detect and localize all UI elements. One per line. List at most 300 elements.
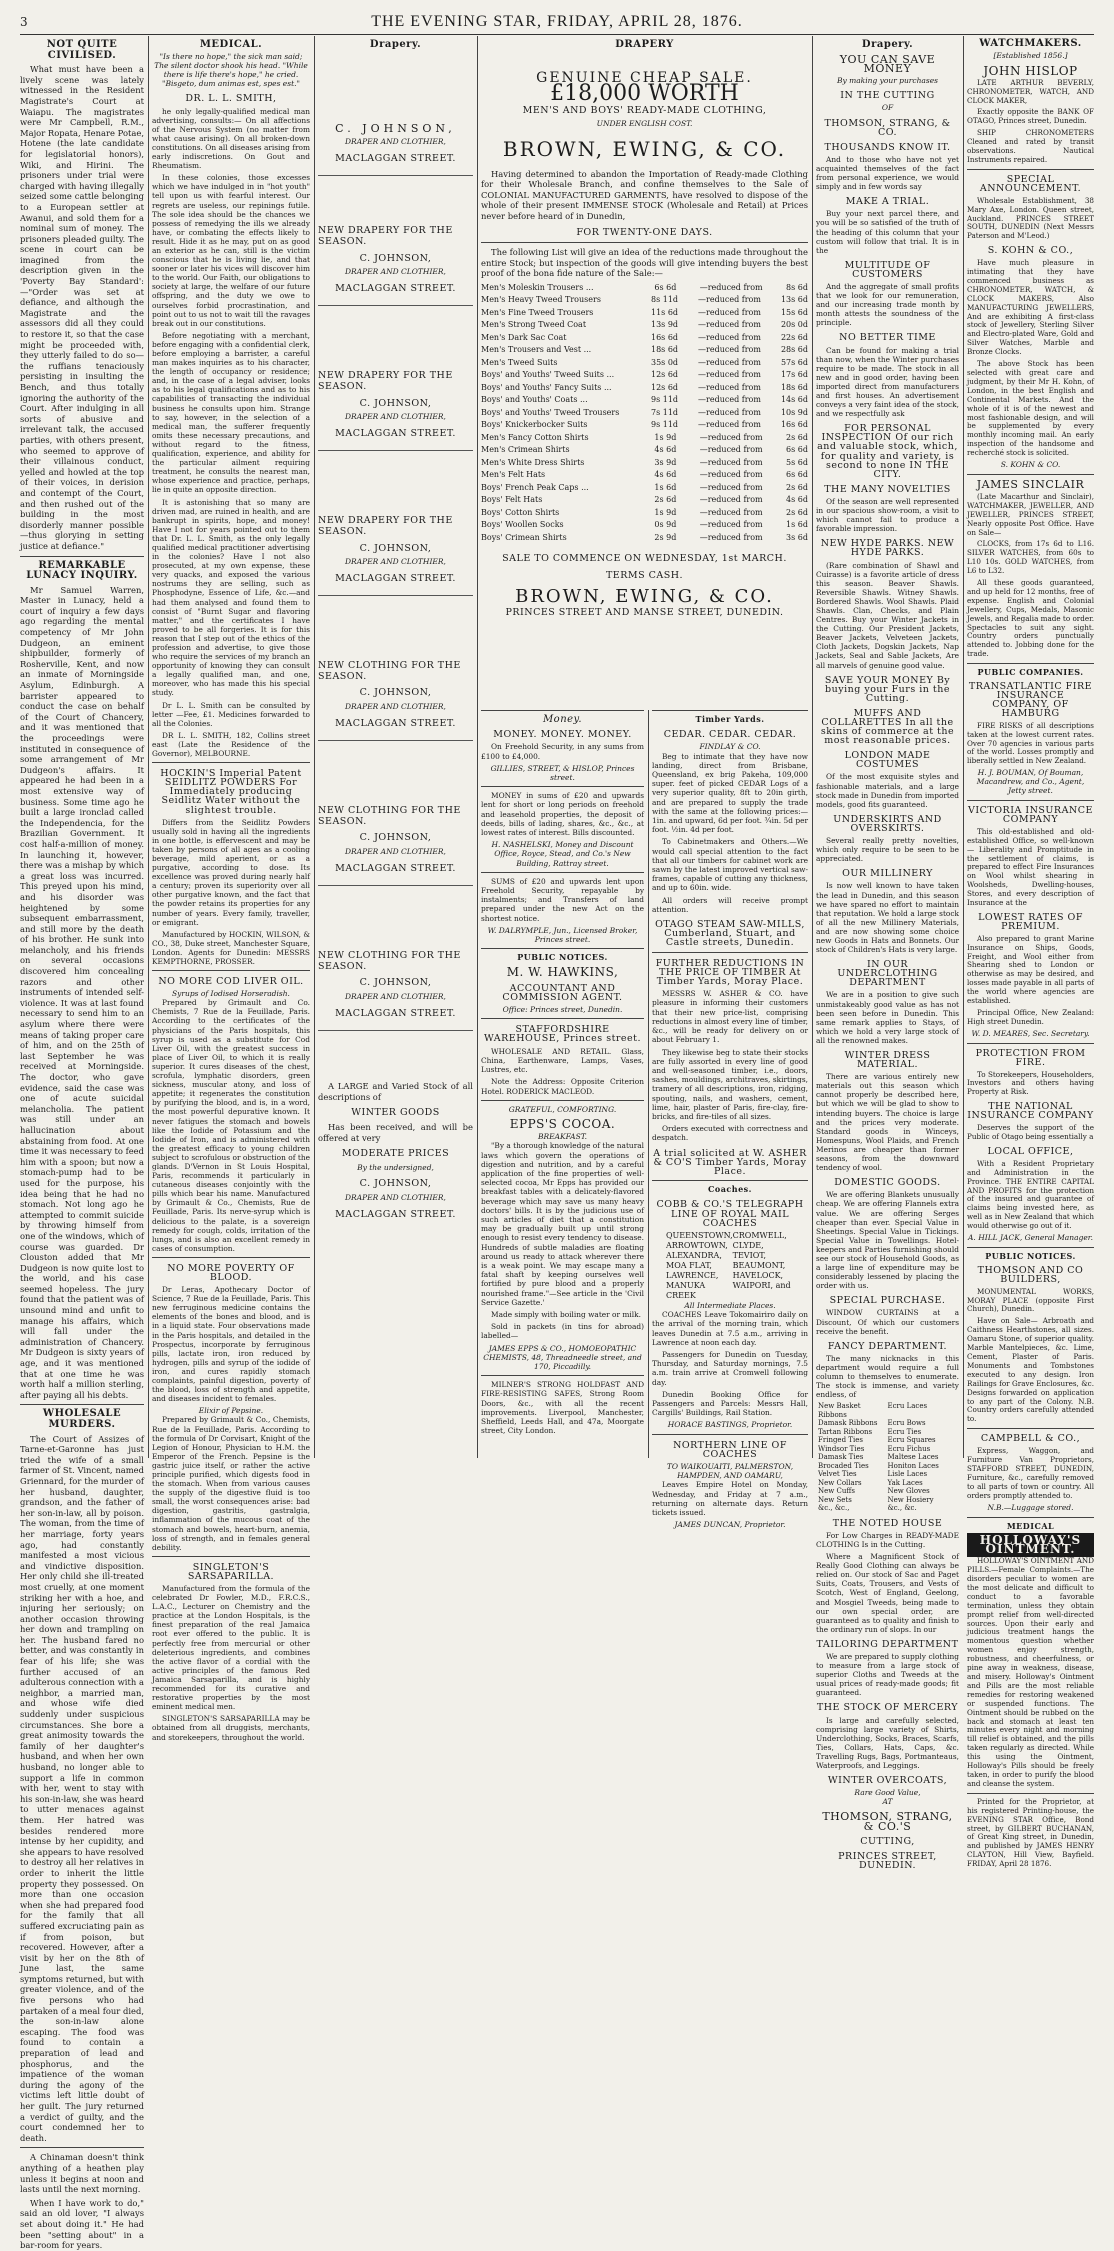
item-name: Men's Moleskin Trousers ... <box>481 282 594 292</box>
ad-text: HORACE BASTINGS, Proprietor. <box>667 1420 793 1430</box>
item-name: Boys' Woollen Socks <box>481 520 564 530</box>
town-name: WAIPORI, and <box>732 1280 791 1290</box>
item-name: Boys' and Youths' Tweed Suits ... <box>481 370 615 380</box>
ad-text: Where a Magnificent Stock of Really Good Clothing can always be relied on. Our stock of Sac and Paget Suits, Coats, Trousers, and Vests of Scotch, West of England, Geelong, and Mosgiel Tweeds, being made to our own special order, are guaranteed as to quality and finish to the ordinary run of slops. In our <box>816 1552 959 1634</box>
divider <box>967 1043 1094 1044</box>
divider <box>967 1247 1094 1248</box>
item-reduced: —reduced from <box>698 295 761 305</box>
ad-text: To Storekeepers, Householders, Investors and others having Property at Risk. <box>967 1069 1094 1097</box>
firm-address: PRINCES STREET AND MANSE STREET, DUNEDIN. <box>505 607 784 619</box>
ad-text: Prepared by Grimault & Co., Chemists, Rue de la Feuillade, Paris. According to the formula of Dr Corvisart, Knight of the Legion of Honour, Physician to H.M. the Emperor of the French. Pepsine is the gastric juice itself, or rather the active principle purified, which digests food in the stomach. When from various causes the supply of the digestive fluid is too small, the worst consequences arise: bad digestion, gastritis, gastralgia, inflammation of the mucous coat of the stomach and bowels, heart-burn, anemia, loss of strength, and in females general debility. <box>152 1415 310 1552</box>
ad-text: With a Resident Proprietary and Administration in the Province. THE ENTIRE CAPITAL AND PROFITS for the protection of the insured and guarantee of claims being invested here, as well as in New Zealand that which would otherwise go out of it. <box>967 1158 1094 1231</box>
price-row <box>481 294 808 307</box>
ad-title: A trial solicited at W. ASHER & CO'S Timber Yards, Moray Place. <box>653 1147 807 1177</box>
ad-title: THE NATIONAL INSURANCE COMPANY <box>967 1101 1094 1122</box>
item-reduced: —reduced from <box>698 307 761 317</box>
item-was: 16s 6d <box>651 332 679 342</box>
advertiser-name: C. JOHNSON, <box>359 542 432 554</box>
town-name: MANUKA CREEK <box>666 1280 706 1300</box>
item-was: 6s 6d <box>654 282 677 292</box>
item-reduced: —reduced from <box>699 532 763 542</box>
item-now: 8s 6d <box>786 282 808 292</box>
article-text: Mr Samuel Warren, Master in Lunacy, held a court of inquiry a few days ago regarding the mental competency of Mr John Dudgeon, an eminent shipbuilder, formerly of Rosherville, Kent, and now an inmate of Morningside Asylum, Edinburgh. A barrister appeared to conduct the case on behalf of the Court of Chancery, and it was mentioned that the proceedings were instituted in consequence of some arrangement of Mr Dudgeon's affairs. It appeared he had been in a most extensive way of business. Some time ago he built a large ironclad called the Independencia, for the Brazilian Government. It cost half-a-million of money. In launching it, however, there was a mishap by which a great loss was incurred. This preyed upon his mind, and his disorder was heightened by some subsequent embarrassment, and still more by the death of his brother. He sunk into melancholy, and his friends on several occasions discovered him concealing razors and other instruments of intended self-violence. It was at last found necessary to send him to an asylum where there were means of taking proper care of him, and on the 25th of last September he was received at Morningside. The doctor, who gave evidence, said the case was one of acute suicidal melancholia. The patient was still under an hallucination about abstaining from food. At one time it was necessary to feed him with a spoon; but now a stomach-pump had to be used for the purpose, his idea being that he had no stomach. Not long ago he attempted to commit suicide by throwing himself from one of the windows, which of course was guarded. Dr Clouston added that Mr Dudgeon is now quite lost to the world, and his case seemed hopeless. The jury found that the patient was of unsound mind and unfit to manage his affairs, which will fall under the administration of Chancery. Mr Dudgeon is sixty years of age, and it was mentioned that at one time he was worth half a million sterling, after paying all his debts. <box>20 584 144 1400</box>
item-reduced: —reduced from <box>699 495 763 505</box>
column-rule <box>477 36 478 1458</box>
ad-title: CEDAR. CEDAR. CEDAR. <box>663 729 797 741</box>
section-header: PUBLIC NOTICES. <box>985 1250 1076 1261</box>
ad-text: IN THE CUTTING <box>840 90 935 102</box>
ad-text: Have on Sale— Arbroath and Caithness Hearthstones, all sizes. Oamaru Stone, of superior quality. Marble Mantelpieces, &c. Lime, Cement, Plaster of Paris. Monuments and Tombstones executed to any design. Iron Railings for Grave Enclosures, &c. Designs forwarded on application to any part of the Colony. N.B. Country orders carefully attended to. <box>967 1316 1094 1424</box>
ad-text: (Rare combination of Shawl and Cuirasse) is a favorite article of dress this season. Beaver Shawls. Reversible Shawls. Witney Shawls. Bordered Shawls. Wool Shawls. Plaid Shawls. Clan, Checks, and Plain Centres. Buy your Winter Jackets in the Cutting. Our President Jackets, Beaver Jackets, Velveteen Jackets, Cloth Jackets, Dogskin Jackets, Nap Jackets, Seal and Sable Jackets, Are all marvels of genuine good value. <box>816 560 959 670</box>
ad-title: FOR PERSONAL INSPECTION Of our rich and valuable stock, which, for quality and variety, is second to none IN THE CITY. <box>817 423 958 480</box>
ad-subtitle: ACCOUNTANT AND COMMISSION AGENT. <box>502 982 623 1003</box>
item-now: 4s 6d <box>786 495 808 505</box>
ad-text: W. DALRYMPLE, Jun., Licensed Broker, Princes street. <box>487 925 638 945</box>
article-text: A Chinaman doesn't think anything of a heathen play unless it begins at noon and lasts until the next morning. <box>20 2152 144 2195</box>
divider <box>152 1556 310 1557</box>
fancy-item: &c., &c. <box>887 1504 917 1513</box>
ad-text: The above Stock has been selected with great care and judgment, by their Mr H. Kohn, of London, in the best English and Continental Markets. And the whole of it is of the newest and most fashionable design, and will be supplemented by every monthly incoming mail. An early inspection of the handsome and recherché stock is solicited. <box>967 359 1094 458</box>
item-name: Boys' and Youths' Coats ... <box>481 395 588 405</box>
ad-text: Office: Princes street, Dunedin. <box>502 1005 623 1015</box>
news-column <box>20 36 144 2251</box>
ad-text: Dr Leras, Apothecary Doctor of Science, 7 Rue de la Feuillade, Paris. This new ferruginous medicine contains the elements of the bones and blood, and is in a liquid state. Four observations made in the Paris hospitals, and detailed in the Prospectus, incorporate by ferruginous pills, lactate iron, iron reduced by hydrogen, pills and syrup of the iodide of iron, and cures rapidly stomach complaints, painful digestion, poverty of the blood, loss of strength and appetite, and diseases incident to females. <box>152 1285 310 1404</box>
item-reduced: —reduced from <box>699 470 763 480</box>
column-rule <box>648 710 649 1458</box>
divider <box>967 169 1094 170</box>
ad-text: COACHES Leave Tokomairiro daily on the arrival of the morning train, which leaves Dunedin at 7.5 a.m., arriving in Lawrence at noon each day. <box>652 1310 808 1347</box>
ad-title: THOUSANDS KNOW IT. <box>824 141 951 153</box>
newspaper-title: THE EVENING STAR, FRIDAY, APRIL 28, 1876. <box>371 13 743 30</box>
fancy-item: &c., &c., <box>818 1504 850 1513</box>
ad-text: Wholesale Establishment, 38 Mary Axe, London. Queen street, Auckland. PRINCES STREET SOUTH, DUNEDIN (Next Messrs Paterson and M'Leod.) <box>967 195 1094 241</box>
ad-title: TAILORING DEPARTMENT <box>816 1638 959 1650</box>
item-now: 13s 6d <box>780 295 808 305</box>
section-header: PUBLIC COMPANIES. <box>977 667 1084 678</box>
advertiser-name: C. JOHNSON, <box>335 121 456 135</box>
item-name: Men's Dark Sac Coat <box>481 332 567 342</box>
ad-text: And to those who have not yet acquainted themselves of the fact from personal experience, we would simply and in few words say <box>816 154 959 192</box>
ad-title: LOWEST RATES OF PREMIUM. <box>978 911 1083 932</box>
advertiser-street: MACLAGGAN STREET. <box>335 427 456 439</box>
item-name: Boys' and Youths' Tweed Trousers <box>481 407 620 417</box>
verse: "Is there no hope," the sick man said; The silent doctor shook his head. "While there is life there's hope," he cried. "Bisgeto, dum animas est, spes est." <box>154 52 308 89</box>
ad-title: UNDERSKIRTS AND OVERSKIRTS. <box>833 813 942 834</box>
town-name: BEAUMONT, <box>732 1260 786 1270</box>
item-reduced: —reduced from <box>698 382 761 392</box>
column-rule <box>148 36 149 1458</box>
ad-text: Deserves the support of the Public of Otago being essentially a <box>967 1123 1094 1141</box>
fancy-item: New Cuffs <box>818 1487 855 1496</box>
ad-title: MONEY. MONEY. MONEY. <box>493 729 632 741</box>
item-was: 11s 6d <box>651 307 679 317</box>
ad-title: NEW CLOTHING FOR THE SEASON. <box>318 805 461 827</box>
divider <box>652 710 808 711</box>
medical-column <box>152 36 310 1742</box>
ad-text: There are various entirely new materials out this season which cannot properly be described here, but which we will be glad to show to intending buyers. The choice is large and the prices very moderate. Standard goods in Winceys, Homespuns, Wool Plaids, and French Merinos are cheaper than former seasons, from the downward tendency of wool. <box>816 1072 959 1173</box>
firm-name: BROWN, EWING, & CO. <box>515 585 774 607</box>
fancy-item: Lisle Laces <box>887 1470 928 1479</box>
ad-text: Of the most exquisite styles and fashionable materials, and a large stock made in Dunedin from imported models, good fits guaranteed. <box>816 772 959 809</box>
fancy-item: Maltese Laces <box>887 1453 939 1462</box>
section-header: PUBLIC NOTICES. <box>517 952 608 963</box>
item-reduced: —reduced from <box>699 445 763 455</box>
section-header: MEDICAL. <box>199 39 263 50</box>
item-name: Boys' Crimean Shirts <box>481 532 567 542</box>
ad-title: THOMSON AND CO BUILDERS, <box>977 1264 1084 1285</box>
divider <box>481 786 644 787</box>
advertiser-street: MACLAGGAN STREET. <box>335 1007 456 1019</box>
town-name: TEVIOT, <box>732 1250 766 1260</box>
item-was: 3s 9d <box>654 457 677 467</box>
ad-text: Buy your next parcel there, and you will be so satisfied of the truth of the heading of this column that your custom will follow that trial. It is in the <box>816 209 959 255</box>
column-rule <box>314 36 315 1458</box>
item-now: 18s 6d <box>780 382 808 392</box>
item-now: 2s 6d <box>786 482 808 492</box>
item-now: 6s 6d <box>786 445 808 455</box>
section-header: Coaches. <box>708 1184 752 1195</box>
ad-text: SALE TO COMMENCE ON WEDNESDAY, 1st MARCH. <box>502 553 787 565</box>
section-header: Drapery. <box>369 39 422 50</box>
item-now: 5s 6d <box>786 457 808 467</box>
ad-title: MULTITUDE OF CUSTOMERS <box>844 259 931 280</box>
fancy-item: New Basket Ribbons <box>818 1402 861 1419</box>
ad-text: Has been received, and will be offered at very <box>318 1121 473 1143</box>
ad-text: Exactly opposite the BANK OF OTAGO, Princes street, Dunedin. <box>967 107 1094 126</box>
ad-text: "By a thorough knowledge of the natural laws which govern the operations of digestion and nutrition, and by a careful application of the fine properties of well-selected cocoa, Mr Epps has provided our breakfast tables with a delicately-flavored beverage which may save us many heavy doctors' bills. It is by the judicious use of such articles of diet that a constitution may be gradually built up until strong enough to resist every tendency to disease. Hundreds of subtle maladies are floating around us ready to attack wherever there is a weak point. We may escape many a fatal shaft by keeping ourselves well fortified by pure blood and a properly nourished frame."—See article in the 'Civil Service Gazette.' <box>481 1141 644 1307</box>
item-was: 2s 9d <box>654 532 677 542</box>
town-name: CROMWELL, <box>732 1230 787 1240</box>
ad-title: MUFFS AND COLLARETTES In all the skins of commerce at the most reasonable prices. <box>820 707 955 747</box>
ad-title: MODERATE PRICES <box>341 1148 450 1160</box>
ad-title: NEW DRAPERY FOR THE SEASON. <box>318 515 453 537</box>
ad-text: On Freehold Security, in any sums from £100 to £4,000. <box>481 742 644 761</box>
firm-name: THOMSON, STRANG, & CO.'S <box>822 1810 953 1833</box>
item-was: 1s 9d <box>654 507 677 517</box>
item-now: 3s 6d <box>786 532 808 542</box>
ad-text: All Intermediate Places. <box>684 1300 776 1310</box>
ad-text: Passengers for Dunedin on Tuesday, Thursday, and Saturday mornings, 7.5 a.m. train arrive at Cromwell following day. <box>652 1349 808 1387</box>
ad-title: IN OUR UNDERCLOTHING DEPARTMENT <box>837 959 938 989</box>
advertiser-name: C. JOHNSON, <box>359 832 432 844</box>
item-was: 12s 6d <box>651 382 679 392</box>
imprint: Printed for the Proprietor, at his registered Printing-house, the EVENING STAR Office, Bond street, by GILBERT BUCHANAN, of Great King street, in Dunedin, and published by JAMES HENRY CLAYTON, Hill View, Bayfield. FRIDAY, April 28 1876. <box>967 1796 1094 1869</box>
divider <box>967 1793 1094 1794</box>
ad-text: Prepared by Grimault and Co. Chemists, 7 Rue de la Feuillade, Paris. According to the certificates of the physicians of the Paris hospitals, this syrup is used as a substitute for Cod Liver Oil, with the greatest success in place of Liver Oil, to which it is really superior. It cures diseases of the chest, scrofula, lymphatic disorders, green sickness, muscular atony, and loss of appetite; it regenerates the constitution by purifying the blood, and is, in a word, the most powerful depurative known. It never fatigues the stomach and bowels like the Iodide of Potassium and the Iodide of Iron, and is administered with the greatest efficacy to young children subject to scrofulous or obstruction of the glands. D'Vernon in St Louis Hospital, Paris, recommends it particularly in cutaneous diseases conjointly with the pills which bear his name. Manufactured by Grimault & Co., Chemists, Rue de Feuillade, Paris. Its nerve-syrup which is delicious to the palate, is a sovereign remedy for cough, colds, irritation of the lungs, and is also an excellent remedy in cases of consumption. <box>152 998 310 1253</box>
ad-text: DR L. L. SMITH, 182, Collins street east (Late the Residence of the Governor), MELBOURNE. <box>152 730 310 759</box>
ad-text: MILNER'S STRONG HOLDFAST AND FIRE-RESISTING SAFES, Strong Room Doors, &c., with all the recent improvements. Liverpool, Manchester, Sheffield, Leeds Hall, and 47a, Moorgate street, City London. <box>481 1380 644 1436</box>
price-row <box>481 482 808 495</box>
ad-text: SUMS of £20 and upwards lent upon Freehold Security, repayable by instalments; and Transfers of land prepared under the new Act on the shortest notice. <box>481 876 644 923</box>
item-name: Men's Strong Tweed Coat <box>481 320 587 330</box>
price-row <box>481 394 808 407</box>
ad-text: GILLIES, STREET, & HISLOP, Princes street. <box>490 763 635 783</box>
ad-text: MESSRS W. ASHER & CO. have pleasure in informing their customers that their new price-list, comprising reductions in almost every line of timber, &c., will be ready for delivery on or about February 1. <box>652 989 808 1045</box>
town-name: HAVELOCK, <box>732 1270 784 1280</box>
ad-title: OUR MILLINERY <box>842 868 933 880</box>
article-title: NOT QUITE CIVILISED. <box>46 39 118 61</box>
town-name: LAWRENCE, <box>666 1270 719 1280</box>
ad-title: TRANSATLANTIC FIRE INSURANCE COMPANY, OF HAMBURG <box>968 681 1093 719</box>
item-now: 2s 6d <box>786 507 808 517</box>
ad-title: SPECIAL PURCHASE. <box>829 1295 946 1307</box>
ad-text: WINDOW CURTAINS at a Discount, Of which our customers receive the benefit. <box>816 1308 959 1336</box>
ad-text: CLOCKS, from 17s 6d to L16. SILVER WATCHES, from 60s to L10 10s. GOLD WATCHES, from L6 to L32. <box>967 539 1094 576</box>
ad-text: FOR TWENTY-ONE DAYS. <box>576 226 713 238</box>
ad-text: MONEY in sums of £20 and upwards lent for short or long periods on freehold and leasehold properties, the deposit of deeds, bills of lading, shares, &c., &c., at lowest rates of interest. Bills discounted. <box>481 791 644 838</box>
item-reduced: —reduced from <box>698 357 761 367</box>
item-name: Boys' Knickerbocker Suits <box>481 420 588 430</box>
ad-title: LONDON MADE COSTUMES <box>844 750 931 771</box>
advertisement <box>318 361 473 451</box>
drapery-wide-column <box>481 36 808 708</box>
item-now: 22s 6d <box>780 332 808 342</box>
ad-text: MONUMENTAL WORKS, MORAY PLACE (opposite First Church), Dunedin. <box>967 1286 1094 1314</box>
watchmakers-column <box>967 36 1094 1869</box>
ad-text: Manufactured by HOCKIN, WILSON, & CO., 38, Duke street, Manchester Square, London. Agents for Dunedin: MESSRS KEMPTHORNE, PROSSER. <box>152 929 310 966</box>
ad-text: AT <box>882 1797 893 1807</box>
ad-text: The many nicknacks in this department would require a full column to themselves to enumerate. The stock is immense, and variety endless, of <box>816 1353 959 1400</box>
price-row <box>481 532 808 545</box>
ad-title: M. W. HAWKINS, <box>506 965 619 980</box>
article-title: WHOLESALE MURDERS. <box>42 1408 122 1430</box>
advertiser-name: DR. L. L. SMITH, <box>185 93 277 105</box>
town-name: ALEXANDRA, <box>666 1250 722 1260</box>
advertisement <box>318 506 473 596</box>
advertisement <box>318 796 473 886</box>
divider <box>152 1257 310 1258</box>
item-name: Boys' and Youths' Fancy Suits ... <box>481 382 612 392</box>
ad-text: TO WAIKOUAITI, PALMERSTON, HAMPDEN, AND OAMARU, <box>666 1462 794 1481</box>
price-row <box>481 507 808 520</box>
ad-text: HOLLOWAY'S OINTMENT AND PILLS.—Female Complaints.—The disorders peculiar to women are the most delicate and difficult to conduct to a favorable termination, unless they obtain prompt relief from well-directed sources. Upon their early and judicious treatment hangs the momentous question whether women enjoy strength, robustness, and cheerfulness, or pine away in weakness, disease, and misery. Holloway's Ointment and Pills are the most reliable remedies for restoring weakened or suspended functions. The Ointment should be rubbed on the back and stomach at least ten minutes every night and morning till relief is obtained, and the pills taken regularly as directed. While this using the Ointment, Holloway's Pills should be freely taken, in order to purify the blood and cleanse the system. <box>967 1556 1094 1788</box>
item-name: Men's Trousers and Vest ... <box>481 345 592 355</box>
advertiser-street: MACLAGGAN STREET. <box>335 1208 456 1220</box>
advertiser-street: MACLAGGAN STREET. <box>335 717 456 729</box>
item-now: 6s 6d <box>786 470 808 480</box>
item-reduced: —reduced from <box>698 420 761 430</box>
item-name: Boys' French Peak Caps ... <box>481 482 589 492</box>
divider <box>481 1100 644 1101</box>
advertiser-trade: DRAPER AND CLOTHIER, <box>345 137 446 147</box>
town-name: CLYDE, <box>732 1240 764 1250</box>
ad-text: A. HILL JACK, General Manager. <box>968 1233 1093 1243</box>
price-row <box>481 519 808 532</box>
ad-title: NORTHERN LINE OF COACHES <box>673 1439 787 1460</box>
ad-title: HOLLOWAY'S OINTMENT. <box>967 1533 1094 1557</box>
ad-subtitle: Syrups of Iodised Horseradish. <box>172 989 290 999</box>
item-reduced: —reduced from <box>699 520 763 530</box>
price-row <box>481 444 808 457</box>
ad-subtitle: Elixir of Pepsine. <box>198 1406 264 1416</box>
town-name: ARROWTOWN, <box>666 1240 728 1250</box>
ad-text: Before negotiating with a merchant, before engaging with a confidential clerk, before employing a barrister, a careful man makes inquiries as to his character, the length of occupancy or residence; and, in the case of a legal adviser, looks as to his legal qualifications and as to his capabilities of transacting the individual business he consults upon him. Strange to say, however, in the selection of a medical man, the sufferer frequently omits these necessary precautions, and without regard to the fitness, qualification, experience, and ability for the particular ailment requiring treatment, he consults the nearest man, whose experience and practice, perhaps, lie in quite an opposite direction. <box>152 330 310 495</box>
ad-text: Principal Office, New Zealand: High street Dunedin. <box>967 1008 1094 1026</box>
advertiser-trade: DRAPER AND CLOTHIER, <box>345 557 446 567</box>
ad-text: JAMES DUNCAN, Proprietor. <box>674 1520 786 1530</box>
item-name: Men's Fine Tweed Trousers <box>481 307 594 317</box>
ad-text: he only legally-qualified medical man advertising, consults:— On all affections of the Nervous System (no matter from what cause arising). On all broken-down constitutions. On all diseases arising from early indiscretions. On Gout and Rheumatism. <box>152 106 310 171</box>
article-title: REMARKABLE LUNACY INQUIRY. <box>26 559 138 582</box>
divider <box>967 1517 1094 1518</box>
article-text: What must have been a lively scene was lately witnessed in the Resident Magistrate's Court at Waiapu. The magistrates were Mr Campbell, R.M., Major Ropata, Henare Potae, Hotene (the late candidate for legislatorial honors), Wiki, and Hirini. The prisoners under trial were charged with having illegally seized some cattle belonging to a European settler at Awanui, and sold them for a nominal sum of money. The prisoners pleaded guilty. The scene in court can be imagined from the description given in the 'Poverty Bay Standard':—"Order was set at defiance, and although the Magistrate and the assessors did all they could to restore it, so that the case might be proceeded with, they utterly failed to do so—the ruffians tenaciously persisting in insulting the Bench, and thus totally ignoring the authority of the Court. After indulging in all sorts of abusive and irrelevant talk, the accused parties, with others present, who seemed to approve of their villainous conduct, yelled and howled at the top of their voices, in derision and contempt of the Court, and then rushed out of the building in the most disorderly manner possible—thus glorying in setting justice at defiance." <box>20 64 144 551</box>
ad-title: WINTER DRESS MATERIAL. <box>844 1050 931 1071</box>
ad-text: All these goods guaranteed, and up held for 12 months, free of expense. English and Colonial Jewellery, Cups, Medals, Masonic Jewels, and Regalia made to order. Spectacles to suit any sight. Country orders punctually attended to. Jobbing done for the trade. <box>967 578 1094 659</box>
ad-title: THE MANY NOVELTIES <box>824 483 951 495</box>
item-reduced: —reduced from <box>699 507 763 517</box>
fancy-item: New Collars <box>818 1478 862 1487</box>
ad-title: LOCAL OFFICE, <box>987 1145 1074 1157</box>
ad-text: H. NASHELSKI, Money and Discount Office, Royce, Stead, and Co.'s New Building, Rattray street. <box>491 840 634 868</box>
ad-text: Is large and carefully selected, comprising large variety of Shirts, Underclothing, Socks, Braces, Scarfs, Ties, Collars, Hats, Caps, &c. Travelling Rugs, Bags, Portmanteaus, Waterproofs, and Leggings. <box>816 1715 959 1771</box>
ad-text: We are prepared to supply clothing to measure from a large stock of superior Cloths and Tweeds at the usual prices of ready-made goods; fit guaranteed. <box>816 1652 959 1698</box>
item-was: 2s 6d <box>654 495 677 505</box>
ad-text: And the aggregate of small profits that we look for our remuneration, and our increasing trade month by month attests the soundness of the principle. <box>816 281 959 328</box>
section-header: Drapery. <box>861 39 914 50</box>
item-was: 1s 6d <box>654 482 677 492</box>
advertiser-name: C. JOHNSON, <box>359 397 432 409</box>
item-reduced: —reduced from <box>698 345 761 355</box>
ad-text: Of the season are well represented in our spacious show-room, a visit to which cannot fail to produce a favorable impression. <box>816 496 959 534</box>
ad-title: CAMPBELL & CO., <box>980 1433 1081 1445</box>
item-reduced: —reduced from <box>698 370 761 380</box>
item-reduced: —reduced from <box>698 332 761 342</box>
section-header: DRAPERY <box>615 39 674 50</box>
article-text: When I have work to do," said an old lover, "I always set about doing it." He had been "setting about" in a bar-room for years. <box>20 2197 144 2251</box>
ad-title: NEW HYDE PARKS. NEW HYDE PARKS. <box>820 538 955 559</box>
ad-title: PROTECTION FROM FIRE. <box>975 1047 1086 1068</box>
advertiser-trade: DRAPER AND CLOTHIER, <box>345 412 446 422</box>
ad-text: OF <box>881 103 894 113</box>
ad-text: JAMES EPPS & CO., HOMOEOPATHIC CHEMISTS, 48, Threadneedle street, and 170, Piccadilly. <box>483 1343 642 1371</box>
fancy-item: Windsor Ties <box>818 1444 865 1453</box>
ad-text: WHOLESALE AND RETAIL. Glass, China, Earthenware, Lamps, Vases, Lustres, etc. <box>481 1046 644 1075</box>
advertiser-name: C. JOHNSON, <box>359 252 432 264</box>
item-name: Men's Heavy Tweed Trousers <box>481 295 601 305</box>
advertiser-name: C. JOHNSON, <box>359 977 432 989</box>
price-row <box>481 332 808 345</box>
ad-subtitle: MEN'S AND BOYS' READY-MADE CLOTHING, <box>522 104 767 116</box>
ad-text: Sold in packets (in tins for abroad) labelled— <box>481 1322 644 1341</box>
ad-text: FIRE RISKS of all descriptions taken at the lowest current rates. Over 70 agencies in various parts of the world. Losses promptly and liberally settled in New Zealand. <box>967 720 1094 766</box>
price-row <box>481 419 808 432</box>
ad-text: Leaves Empire Hotel on Monday, Wednesday, and Friday at 7 a.m., returning on alternate days. Return tickets issued. <box>652 1480 808 1518</box>
divider <box>652 1434 808 1435</box>
divider <box>652 952 808 953</box>
divider <box>152 970 310 971</box>
ad-text: This old-established and old-established Office, so well-known — Liberality and Promptitude in the settlement of claims, is prepared to effect Fire Insurances on Wool whilst shearing in Woolsheds, Dwelling-houses, Stores, and every description of Insurance at the <box>967 826 1094 908</box>
fancy-item: Brocaded Ties <box>818 1461 869 1470</box>
ad-text: S. KOHN & CO. <box>1000 460 1061 470</box>
advertiser-trade: DRAPER AND CLOTHIER, <box>345 992 446 1001</box>
price-row <box>481 494 808 507</box>
fancy-item: New Hosiery <box>887 1495 934 1504</box>
item-name: Men's Crimean Shirts <box>481 445 570 455</box>
price-row <box>481 369 808 382</box>
ad-title: EPPS'S COCOA. <box>509 1116 616 1131</box>
article-text: The Court of Assizes of Tarne-et-Garonne has just tried the wife of a small farmer of St. Vincent, named Griennard, for the murder of her husband, daughter, grandson, and the father of her son-in-law, all by poison. The woman, from the time of her marriage, forty years ago, had constantly manifested a most vicious and vindictive disposition. Her only child she ill-treated most cruelly, at one moment striking her with a hoe, and injuring her seriously; on another occasion throwing her down and trampling on her. The husband fared no better, and was constantly in fear of his life; she was further accused of an adulterous connection with a neighbor, a married man, and whose wife died suddenly under suspicious circumstances. She bore a great animosity towards the family of her daughter's husband, and when her own husband, no longer able to support a life in common with her, went to stay with his son-in-law, she was heard to utter menaces against them. Her hatred was besides rendered more intense by her cupidity, and she appears to have resolved to destroy all her relatives in order to inherit the little property they possessed. On more than one occasion when she had prepared food for the family that all suffered excruciating pain as if from poison, but recovered. However, after a visit by her on the 8th of June last, the same symptoms returned, but with greater violence, and of the five persons who had partaken of a meal four died, the son-in-law alone escaping. The food was found to contain a preparation of lead and phosphorus, and the impatience of the woman during the agony of the victims left little doubt of her guilt. The jury returned a verdict of guilty, and the court condemned her to death. <box>20 1433 144 2143</box>
ad-text: By making your purchases <box>836 76 939 86</box>
ad-title: NEW CLOTHING FOR THE SEASON. <box>318 660 461 682</box>
ad-text: Beg to intimate that they have now landing, direct from Brisbane, Queensland, ex brig Pakeha, 109,000 super. feet of picked CEDAR Logs of a very superior quality, 8ft to 20in girth, and are prepared to supply the trade with the same at the following prices:— 1in. and upward, 6d per foot. ¾in. 5d per foot. ½in. 4d per foot. <box>652 751 808 835</box>
divider <box>967 474 1094 475</box>
ad-text: TERMS CASH. <box>605 570 684 581</box>
firm-name: BROWN, EWING, & CO. <box>502 136 787 161</box>
item-was: 8s 11d <box>651 295 679 305</box>
item-was: 35s 0d <box>651 357 679 367</box>
ad-title: VICTORIA INSURANCE COMPANY <box>968 804 1093 825</box>
thomson-strang-column <box>816 36 959 1871</box>
item-was: 18s 6d <box>651 345 679 355</box>
divider <box>967 663 1094 664</box>
advertiser-trade: DRAPER AND CLOTHIER, <box>345 1192 446 1202</box>
column-rule <box>812 36 813 1458</box>
firm-name: S. KOHN & CO., <box>987 245 1074 257</box>
ad-title: NO BETTER TIME <box>839 332 936 344</box>
ad-text: Note the Address: Opposite Criterion Hotel. RODERICK MACLEOD. <box>481 1077 644 1096</box>
fancy-item: Ecru Laces <box>887 1402 928 1411</box>
firm-address: PRINCES STREET, DUNEDIN. <box>838 1850 937 1871</box>
ad-text: To Cabinetmakers and Others.—We would call special attention to the fact that all our timbers for cabinet work are sawn by the latest improved vertical saw-frames, capable of cutting any thickness, and up to 60in. wide. <box>652 837 808 893</box>
advertiser-street: MACLAGGAN STREET. <box>335 152 456 164</box>
ad-title: JOHN HISLOP <box>983 63 1078 78</box>
advertisement <box>318 941 473 1031</box>
ad-text: FINDLAY & CO. <box>699 742 761 752</box>
ad-text: Also prepared to grant Marine Insurance on Ships, Goods, Freight, and Wool either from Shearing shed to London or otherwise as may be desired, and losses made payable in all parts of the world where agencies are established. <box>967 933 1094 1006</box>
drapery-column <box>318 36 473 1456</box>
advertiser-name: C. JOHNSON, <box>359 1178 432 1190</box>
ad-title: COBB & CO.'S TELEGRAPH LINE OF ROYAL MAIL COACHES <box>656 1199 804 1229</box>
advertiser-trade: DRAPER AND CLOTHIER, <box>345 702 446 712</box>
ad-text: LATE ARTHUR BEVERLY, CHRONOMETER, WATCH, AND CLOCK MAKER, <box>967 77 1094 105</box>
divider <box>481 710 644 711</box>
ad-text: It is astonishing that so many are driven mad, are ruined in health, and are bankrupt in spirits, hope, and money! Have I not for years pointed out to them that Dr. L. L. Smith, as the only legally qualified medical practitioner advertising in the colonies? Have I not also prosecuted, at my own expense, these very quacks, and exposed the various nostrums they are selling, such as Phosphodyne, Essence of Life, &c.—and had them analysed and found them to consist of "Burnt Sugar and flavoring matter," and the certificates I have proved to be all forgeries. It is for this reason that I step out of the ethics of the profession and advertise, to give those who require the services of my branch an opportunity of knowing they can consult a legally qualified man, and one, moreover, who has made this his special study. <box>152 497 310 698</box>
advertisement <box>318 114 473 177</box>
item-was: 7s 11d <box>651 407 679 417</box>
ad-text: Is now well known to have taken the lead in Dunedin, and this season we have spared no effort to maintain that reputation. We hold a large stock of all the new Millinery Materials, and are now showing some choice new Goods in Hats and Bonnets. Our stock of Children's Hats is very large. <box>816 881 959 955</box>
ad-title: NEW DRAPERY FOR THE SEASON. <box>318 370 453 392</box>
item-now: 28s 6d <box>780 345 808 355</box>
fancy-item: Ecru Fichus <box>887 1444 931 1453</box>
firm-name: THOMSON, STRANG, & CO. <box>824 117 951 138</box>
ad-title: GENUINE CHEAP SALE. <box>536 69 753 86</box>
ad-text: Express, Waggon, and Furniture Van Proprietors, STAFFORD STREET, DUNEDIN, Furniture, &c., carefully removed to all parts of town or country. All orders promptly attended to. <box>967 1446 1094 1500</box>
ad-text: (Late Macarthur and Sinclair), WATCHMAKER, JEWELLER, AND JEWELLER, PRINCES STREET, Nearly opposite Post Office. Have on Sale— <box>967 491 1094 537</box>
ad-title: DOMESTIC GOODS. <box>834 1177 941 1189</box>
divider <box>20 2147 144 2148</box>
advertiser-trade: DRAPER AND CLOTHIER, <box>345 847 446 857</box>
divider <box>481 1018 644 1019</box>
item-reduced: —reduced from <box>699 432 763 442</box>
ad-title: MAKE A TRIAL. <box>845 196 930 208</box>
ad-text: We are offering Blankets unusually cheap. We are offering Flannels extra value. We are offering Serges cheaper than ever. Special Value in Sheetings. Special Value in Tickings. Special Value in Towellings. Hotel-keepers and Parties furnishing should see our stock of Household Goods, as a large line of expenditure may be considerably lessened by placing the order with us. <box>816 1190 959 1291</box>
divider <box>152 762 310 763</box>
ad-text: For Low Charges in READY-MADE CLOTHING Is in the Cutting. <box>816 1530 959 1549</box>
ad-text: The following List will give an idea of the reductions made throughout the entire Stock; but inspection of the goods will give intending buyers the best proof of the bona fide nature of the Sale:— <box>481 247 808 279</box>
ad-text: All orders will receive prompt attention. <box>652 895 808 914</box>
masthead <box>20 10 1094 35</box>
item-name: Men's Fancy Cotton Shirts <box>481 432 589 442</box>
ad-text: CUTTING, <box>860 1835 915 1847</box>
ad-text: By the undersigned, <box>357 1162 434 1172</box>
ad-title: NEW DRAPERY FOR THE SEASON. <box>318 225 453 247</box>
ad-title: FURTHER REDUCTIONS IN THE PRICE OF TIMBER At Timber Yards, Moray Place. <box>655 957 805 988</box>
divider <box>652 1180 808 1181</box>
ad-text: SHIP CHRONOMETERS Cleaned and rated by transit observations. Nautical Instruments repaired. <box>967 128 1094 164</box>
price-row <box>481 407 808 420</box>
ad-text: Dr L. L. Smith can be consulted by letter —Fee, £1. Medicines forwarded to all the Colonies. <box>152 700 310 728</box>
price-row <box>481 469 808 482</box>
